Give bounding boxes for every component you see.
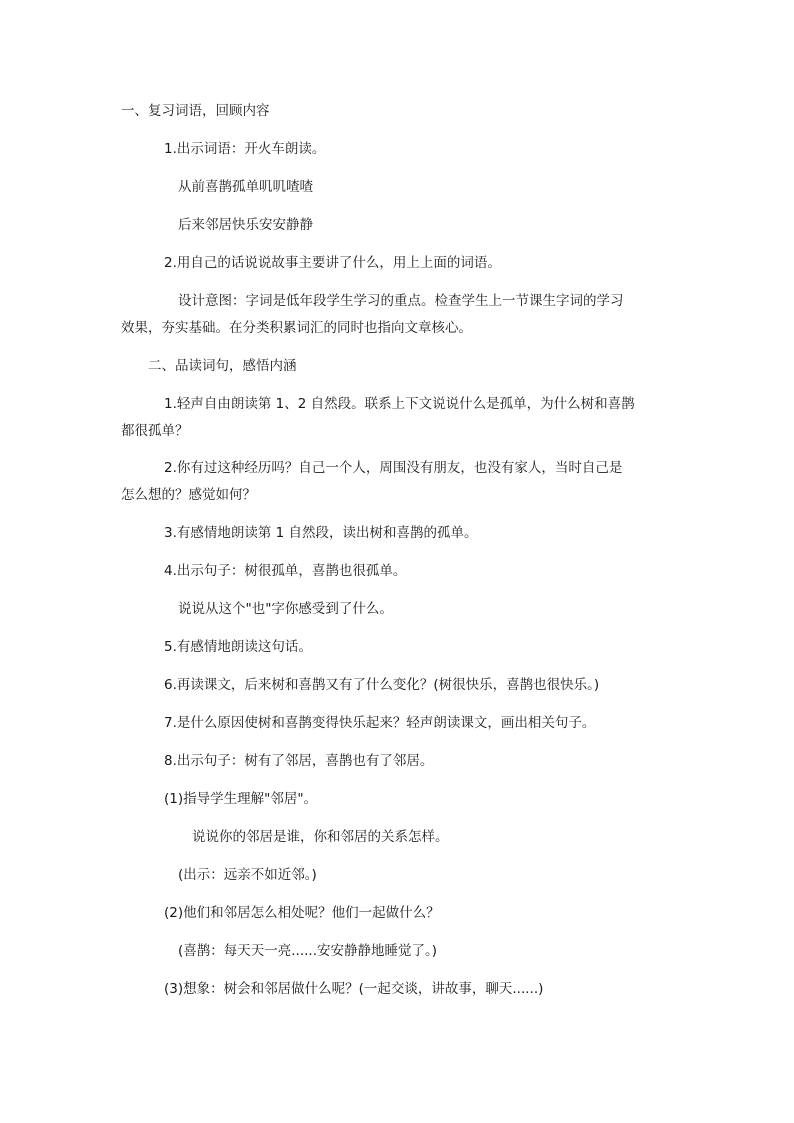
paragraph: 说说你的邻居是谁，你和邻居的关系怎样。 <box>192 829 449 845</box>
design-intent-line: 效果，夯实基础。在分类积累词汇的同时也指向文章核心。 <box>121 320 472 336</box>
paragraph: 2.用自己的话说说故事主要讲了什么，用上上面的词语。 <box>164 255 501 271</box>
paragraph: 怎么想的？感觉如何？ <box>121 487 256 503</box>
paragraph: 8.出示句子：树有了邻居，喜鹊也有了邻居。 <box>164 753 434 769</box>
paragraph: (1)指导学生理解"邻居"。 <box>164 791 318 807</box>
paragraph: 3.有感情地朗读第 1 自然段，读出树和喜鹊的孤单。 <box>164 525 478 541</box>
paragraph: 6.再读课文，后来树和喜鹊又有了什么变化？(树很快乐，喜鹊也很快乐。) <box>164 677 600 693</box>
section-heading-reading: 二、品读词句，感悟内涵 <box>148 358 297 374</box>
section-heading-review: 一、复习词语，回顾内容 <box>121 103 270 119</box>
paragraph: 1.出示词语：开火车朗读。 <box>164 141 326 157</box>
paragraph: (喜鹊：每天天一亮......安安静静地睡觉了。) <box>178 943 438 959</box>
paragraph: 2.你有过这种经历吗？自己一个人，周围没有朋友，也没有家人，当时自己是 <box>164 460 623 476</box>
paragraph: (2)他们和邻居怎么相处呢？他们一起做什么？ <box>164 905 440 921</box>
paragraph: 5.有感情地朗读这句话。 <box>164 639 312 655</box>
paragraph: 4.出示句子：树很孤单，喜鹊也很孤单。 <box>164 563 407 579</box>
paragraph: 1.轻声自由朗读第 1、2 自然段。联系上下文说说什么是孤单，为什么树和喜鹊 <box>164 396 635 412</box>
word-list-line: 后来邻居快乐安安静静 <box>178 217 313 233</box>
paragraph: 都很孤单？ <box>121 423 189 439</box>
paragraph: 7.是什么原因使树和喜鹊变得快乐起来？轻声朗读课文，画出相关句子。 <box>164 715 596 731</box>
paragraph: (出示：远亲不如近邻。) <box>178 867 317 883</box>
design-intent-line: 设计意图：字词是低年段学生学习的重点。检查学生上一节课生字词的学习 <box>178 293 624 309</box>
word-list-line: 从前喜鹊孤单叽叽喳喳 <box>178 179 313 195</box>
paragraph: 说说从这个"也"字你感受到了什么。 <box>178 601 393 617</box>
paragraph: (3)想象：树会和邻居做什么呢？(一起交谈，讲故事，聊天......) <box>164 981 544 997</box>
